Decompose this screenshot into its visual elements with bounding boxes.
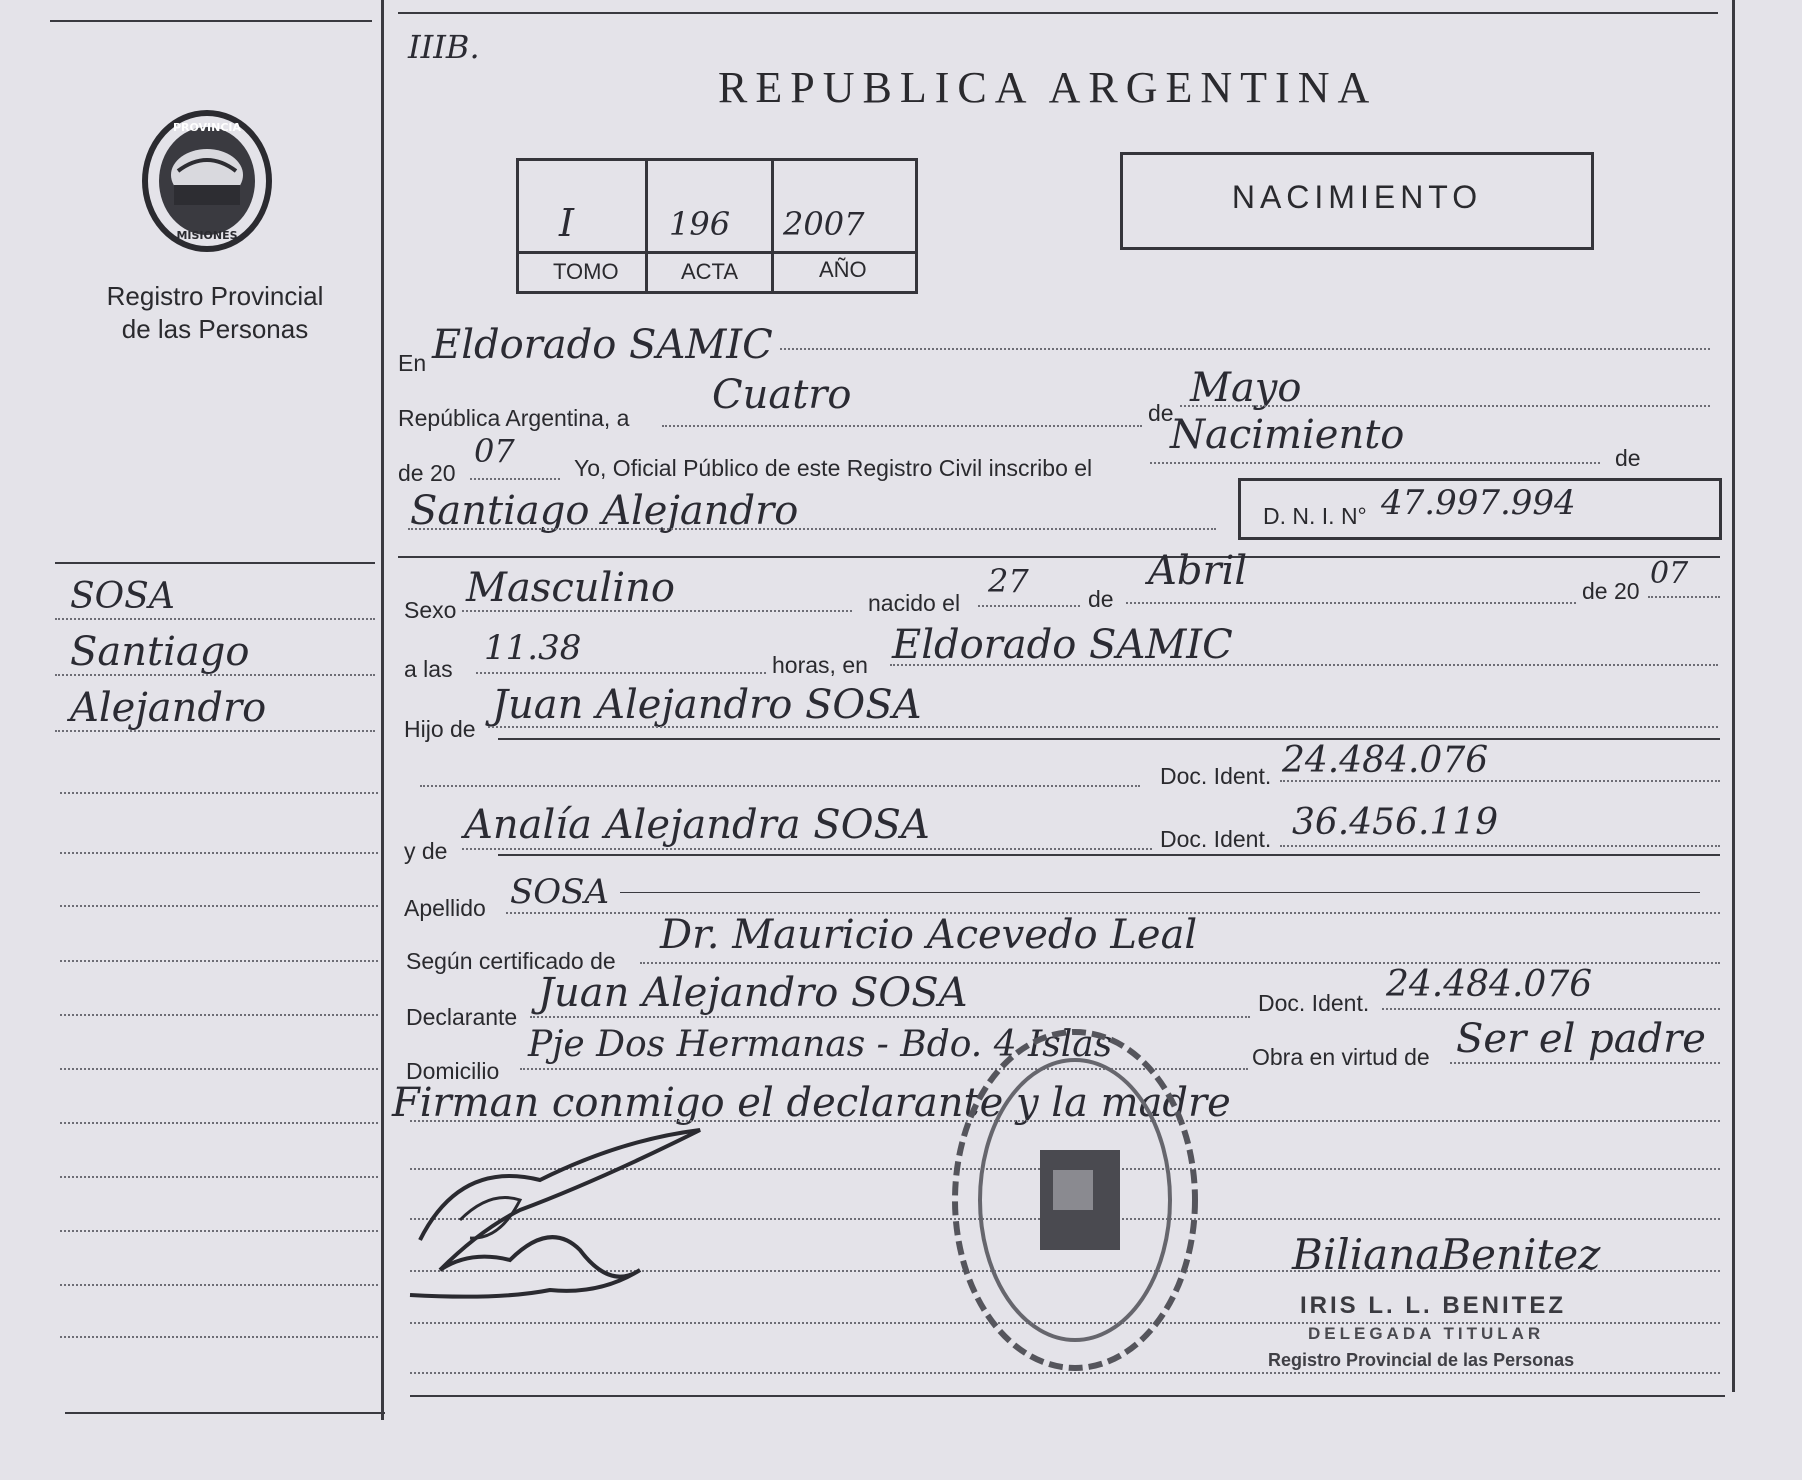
acta-label: ACTA (681, 259, 739, 284)
left-divider (381, 0, 384, 1420)
acta-value: 196 (669, 205, 731, 243)
nacido-anio-line (1648, 596, 1720, 598)
sexo-line (462, 610, 852, 612)
hora-line (476, 672, 766, 674)
anio-label-row: de 20 (398, 460, 456, 486)
form-mid-rule (398, 556, 1720, 558)
madre-line (462, 848, 1152, 850)
left-dotted-line (55, 674, 375, 676)
dni-box (1238, 478, 1722, 540)
dni-value: 47.997.994 (1381, 483, 1576, 523)
left-dotted-line (60, 1068, 378, 1070)
nacido-label: nacido el (868, 590, 961, 616)
table-col-divider (645, 161, 648, 291)
margin-surname: SOSA (70, 576, 175, 617)
padre-doc: 24.484.076 (1282, 740, 1489, 781)
madre-doc-line (1280, 845, 1720, 847)
acto-line (1150, 462, 1600, 464)
anio-value-row: 07 (474, 432, 515, 470)
left-dotted-line (60, 792, 378, 794)
acto-value: Nacimiento (1170, 412, 1405, 458)
table-row-divider (519, 251, 915, 254)
republica-label: República Argentina, a (398, 405, 630, 431)
nacido-dia-line (978, 605, 1080, 607)
certificado-label: Según certificado de (406, 948, 616, 974)
mes-value: Mayo (1190, 365, 1302, 411)
left-bottom-rule (65, 1412, 385, 1414)
domicilio-value: Pje Dos Hermanas - Bdo. 4 Islas (528, 1024, 1113, 1065)
registry-name: Registro Provincial de las Personas (106, 281, 324, 344)
madre-value: Analía Alejandra SOSA (464, 802, 930, 848)
official-stamp (945, 1020, 1205, 1380)
left-dotted-line (60, 1014, 378, 1016)
apellido-rule (620, 892, 1700, 893)
dia-value: Cuatro (712, 372, 852, 418)
left-dotted-line (55, 618, 375, 620)
declarante-doc-label: Doc. Ident. (1258, 990, 1370, 1016)
hora-value: 11.38 (484, 628, 582, 668)
anio-line (470, 478, 560, 480)
left-dotted-line (60, 1122, 378, 1124)
obra-label: Obra en virtud de (1252, 1044, 1430, 1070)
left-mid-rule (55, 562, 375, 564)
nacido-mes: Abril (1148, 548, 1248, 594)
anio-value: 2007 (783, 205, 865, 243)
nacido-mes-line (1126, 602, 1576, 604)
form-top-rule (398, 12, 1718, 14)
padre-rule (498, 738, 1720, 740)
lugar-value: Eldorado SAMIC (892, 622, 1233, 668)
svg-text:MISIONES: MISIONES (176, 229, 238, 242)
nombre-line (408, 528, 1216, 530)
obra-value: Ser el padre (1456, 1016, 1706, 1062)
margin-note (70, 570, 266, 736)
anio-label: AÑO (819, 257, 867, 282)
padre-line (488, 726, 1718, 728)
left-dotted-line (60, 1176, 378, 1178)
madre-doc-label: Doc. Ident. (1160, 826, 1272, 852)
madre-rule (498, 854, 1720, 856)
margin-given-1: Santiago (70, 629, 250, 675)
domicilio-label: Domicilio (406, 1058, 500, 1084)
record-type-box (1120, 152, 1594, 250)
official-org: Registro Provincial de las Personas (1268, 1350, 1575, 1370)
dia-line (662, 425, 1142, 427)
table-col-divider (771, 161, 774, 291)
oficial-label: Yo, Oficial Público de este Registro Civil inscribo el (574, 455, 1093, 481)
left-dotted-line (60, 960, 378, 962)
nombre-value: Santiago Alejandro (410, 488, 799, 534)
padre-doc-label: Doc. Ident. (1160, 763, 1272, 789)
padre-value: Juan Alejandro SOSA (492, 682, 922, 728)
lugar-line (890, 664, 1718, 666)
record-type: NACIMIENTO (1231, 179, 1483, 215)
madre-doc: 36.456.119 (1292, 802, 1499, 843)
sexo-value: Masculino (466, 565, 675, 611)
official-name: IRIS L. L. BENITEZ (1300, 1292, 1567, 1319)
provincia-seal (138, 105, 276, 253)
alas-label: a las (404, 656, 453, 682)
de20-label: de 20 (1582, 578, 1640, 604)
en-value: Eldorado SAMIC (432, 322, 773, 368)
left-dotted-line (60, 905, 378, 907)
corner-mark: IIIB. (408, 28, 480, 66)
certificado-value: Dr. Mauricio Acevedo Leal (660, 912, 1198, 958)
declarante-doc: 24.484.076 (1386, 964, 1593, 1005)
mes-line (1180, 405, 1710, 407)
left-dotted-line (60, 1284, 378, 1286)
nacido-dia: 27 (988, 562, 1029, 600)
declarante-doc-line (1382, 1008, 1720, 1010)
margin-given-2: Alejandro (70, 685, 267, 731)
de2-label: de (1615, 445, 1641, 471)
tomo-label: TOMO (553, 259, 619, 284)
left-top-rule (50, 20, 372, 22)
tomo-value: I (559, 201, 575, 245)
obra-line (1450, 1062, 1720, 1064)
yde-label: y de (404, 838, 448, 864)
official-title: DELEGADA TITULAR (1308, 1324, 1545, 1343)
nacido-anio: 07 (1650, 556, 1689, 591)
left-dotted-line (60, 852, 378, 854)
form-right-border (1732, 0, 1735, 1392)
firman-value: Firman conmigo el declarante y la madre (392, 1080, 1231, 1126)
de-label: de (1148, 400, 1174, 426)
horas-label: horas, en (772, 652, 868, 678)
declarant-signature (400, 1120, 720, 1310)
official-signature: BilianaBenitez (1292, 1230, 1601, 1279)
tomo-acta-table (516, 158, 918, 294)
left-dotted-line (60, 1230, 378, 1232)
hijo-label: Hijo de (404, 716, 476, 742)
en-line (780, 348, 1710, 350)
padre-extra-line (420, 785, 1140, 787)
padre-doc-line (1280, 780, 1720, 782)
country-title: REPUBLICA ARGENTINA (718, 63, 1378, 112)
en-label: En (398, 350, 427, 376)
declarante-line (530, 1016, 1250, 1018)
dni-label: D. N. I. N° (1263, 503, 1367, 529)
declarante-value: Juan Alejandro SOSA (538, 970, 968, 1016)
form-bottom-rule (410, 1395, 1725, 1397)
declarante-label: Declarante (406, 1004, 518, 1030)
left-dotted-line (60, 1336, 378, 1338)
apellido-label: Apellido (404, 895, 486, 921)
sexo-label: Sexo (404, 597, 457, 623)
apellido-value: SOSA (510, 872, 610, 912)
de3-label: de (1088, 586, 1114, 612)
left-dotted-line (55, 730, 375, 732)
svg-text:PROVINCIA: PROVINCIA (172, 121, 242, 134)
